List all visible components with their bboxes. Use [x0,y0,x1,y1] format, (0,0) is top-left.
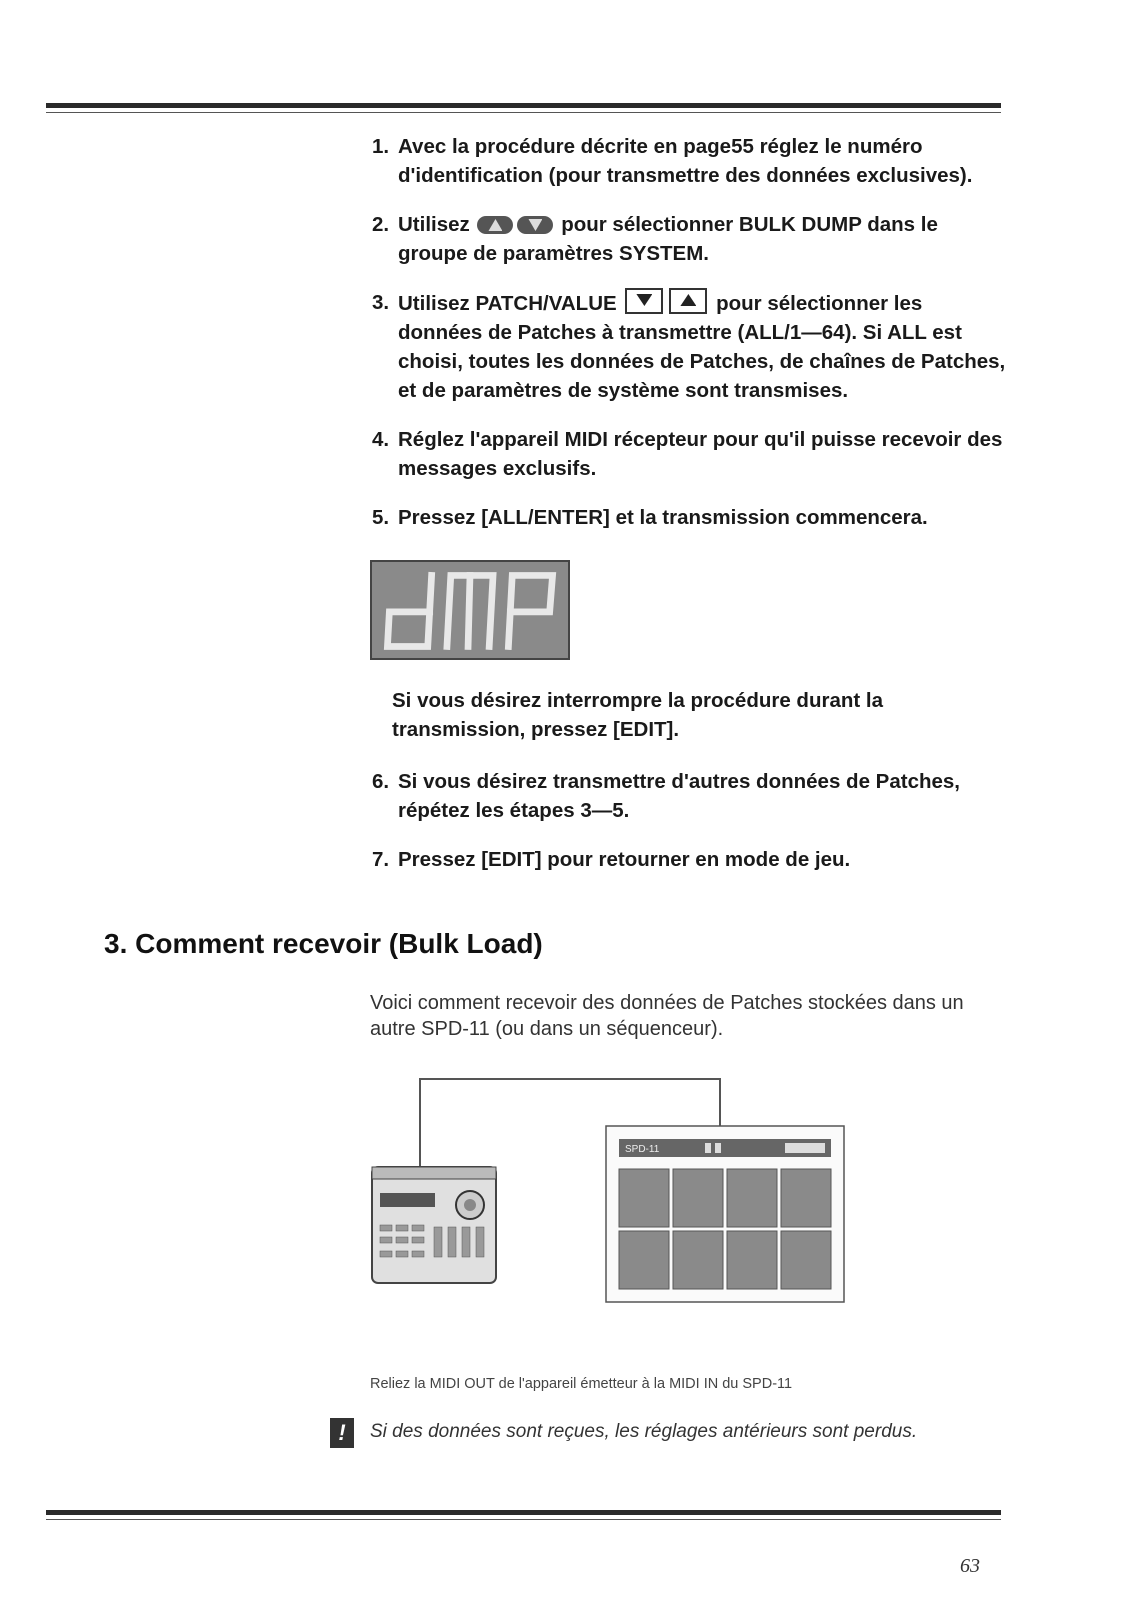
display-dmP-icon [372,562,568,658]
steps-list [372,132,1012,552]
midi-cable-right [719,1078,721,1128]
value-down-button-icon [625,288,663,314]
warning-icon: ! [330,1418,354,1448]
step-text: Utilisez PATCH/VALUE [398,292,617,315]
interrupt-note: Si vous désirez interrompre la procédure durant la transmission, pressez [EDIT]. [392,689,883,741]
step-4 [372,425,1012,483]
up-arrow-button-icon [477,216,513,234]
midi-cable-top [419,1078,721,1080]
step-text: Si vous désirez transmettre d'autres données de Patches, répétez les étapes 3—5. [398,770,960,822]
figure-caption: Reliez la MIDI OUT de l'appareil émetteur à la MIDI IN du SPD-11 [370,1376,793,1392]
step-text: Réglez l'appareil MIDI récepteur pour qu'il puisse recevoir des messages exclusifs. [398,428,1003,480]
step-number: 2. [372,213,390,236]
bottom-rule-thin [46,1519,1001,1520]
step-5 [372,503,1012,532]
step-text: Utilisez [398,213,470,236]
spd11-pad-device-icon [605,1125,845,1303]
top-rule [46,103,1001,108]
page-number: 63 [960,1555,980,1577]
step-6 [372,767,1012,825]
step-text: Pressez [EDIT] pour retourner en mode de jeu. [398,848,851,871]
seven-segment-display [370,560,570,660]
step-text: pour sélectionner les données de Patches à transmettre (ALL/1—64). Si ALL est choisi, toutes les données de Patches, de chaînes de Patches, et de paramètres de système sont transmises. [398,292,1006,402]
steps-list-continued [372,767,1012,894]
step-number: 3. [372,291,390,314]
step-number: 1. [372,135,390,158]
down-arrow-button-icon [517,216,553,234]
step-text: Pressez [ALL/ENTER] et la transmission commencera. [398,506,928,529]
step-7 [372,845,1012,874]
step-number: 6. [372,770,390,793]
value-up-button-icon [669,288,707,314]
step-number: 7. [372,848,390,871]
warning-text: Si des données sont reçues, les réglages antérieurs sont perdus. [370,1421,918,1442]
step-number: 5. [372,506,390,529]
top-rule-thin [46,112,1001,113]
bottom-rule [46,1510,1001,1515]
step-text: pour sélectionner BULK DUMP dans le groupe de paramètres SYSTEM. [398,213,938,265]
midi-cable-left [419,1078,421,1168]
step-number: 4. [372,428,390,451]
intro-text: Voici comment recevoir des données de Patches stockées dans un autre SPD-11 (ou dans un séquenceur). [370,992,964,1040]
step-3 [372,288,1012,405]
device-label: SPD-11 [625,1144,660,1155]
section-heading: 3. Comment recevoir (Bulk Load) [104,928,543,959]
step-text: Avec la procédure décrite en page55 réglez le numéro d'identification (pour transmettre des données exclusives). [398,135,973,187]
step-1 [372,132,1012,190]
step-2 [372,210,1012,268]
sequencer-device-icon [370,1165,498,1285]
